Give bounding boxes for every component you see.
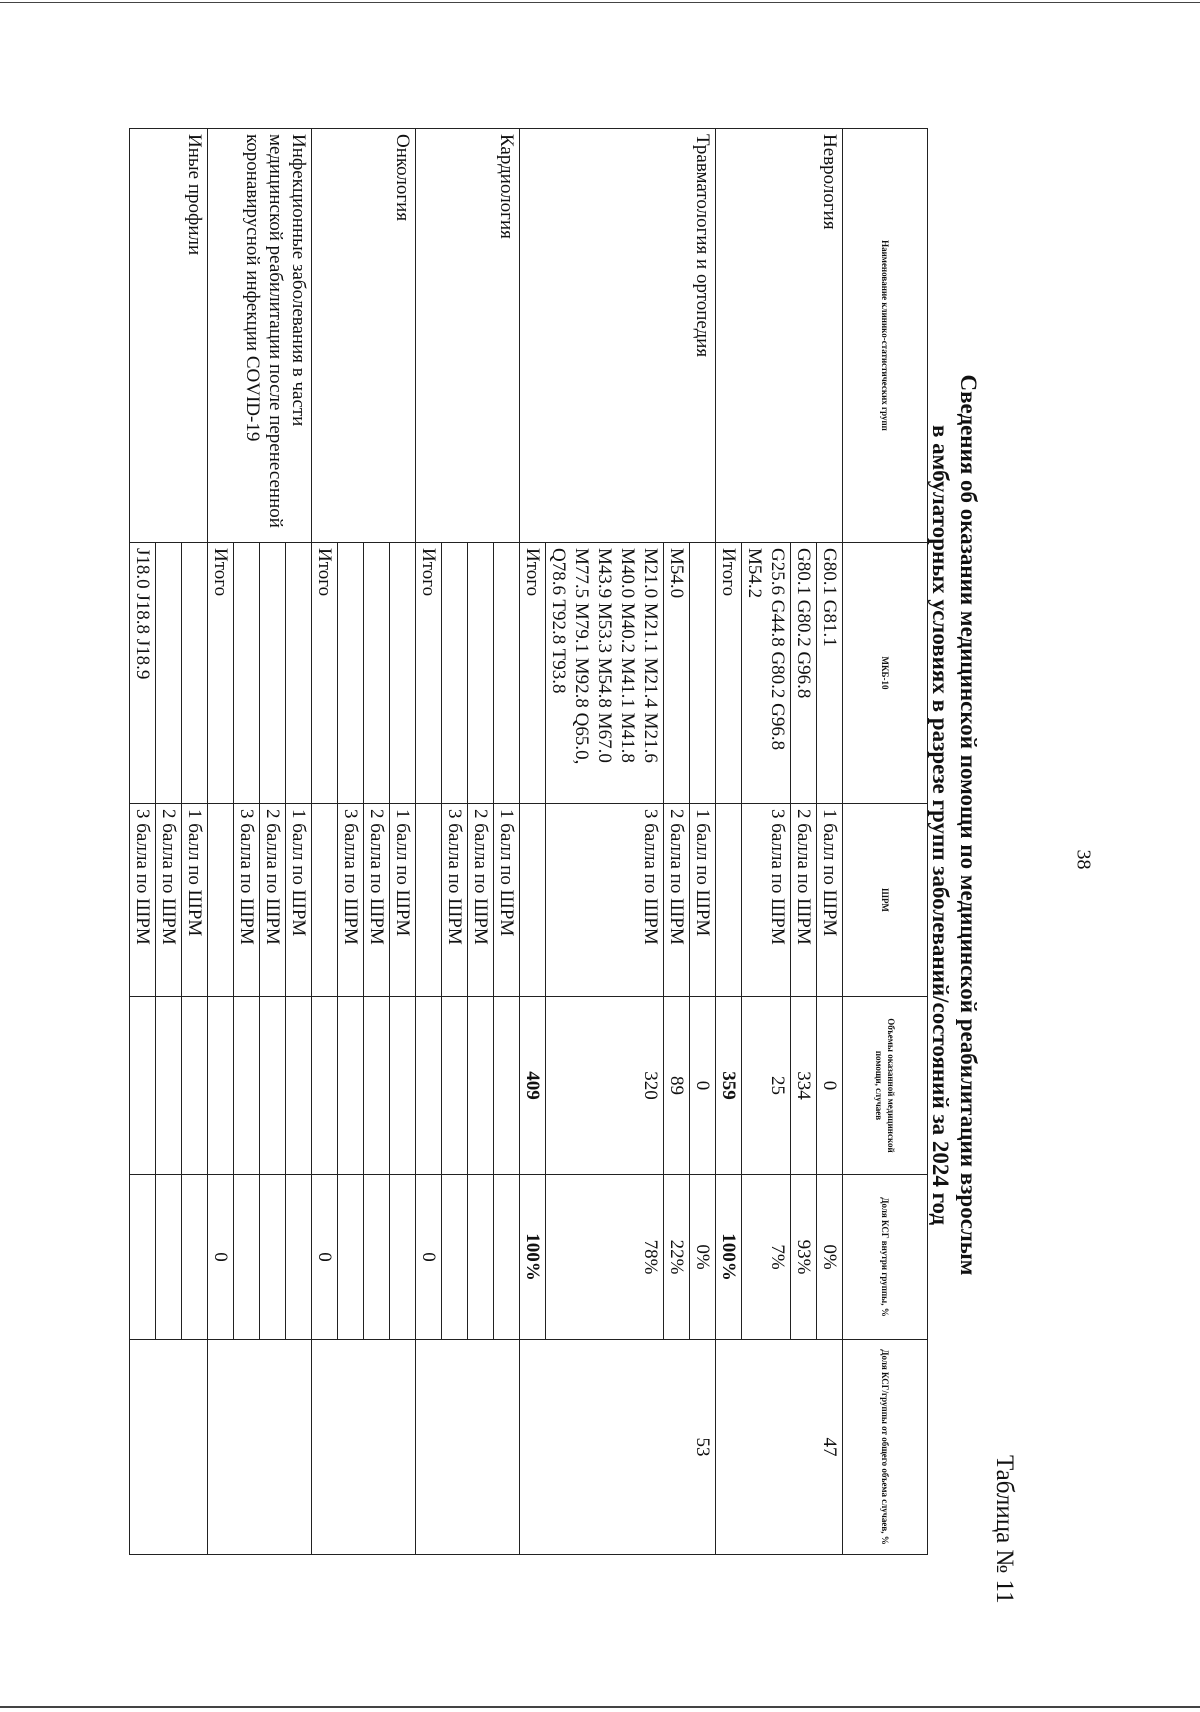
volume-cell bbox=[364, 997, 390, 1175]
volume-cell: 0 bbox=[817, 997, 843, 1175]
total-label: Итого bbox=[416, 543, 442, 804]
share-cell bbox=[442, 1175, 468, 1340]
volume-cell: 89 bbox=[664, 997, 690, 1175]
total-label: Итого bbox=[716, 543, 742, 804]
title-line: в амбулаторных условиях в разрезе групп заболеваний/состояний за 2024 год bbox=[928, 424, 953, 1226]
shrm-level: 3 балла по ШРМ bbox=[234, 804, 260, 997]
group-name: Неврология bbox=[716, 129, 843, 543]
group-name: Кардиология bbox=[416, 129, 520, 543]
shrm-level: 3 балла по ШРМ bbox=[338, 804, 364, 997]
group-name: Травматология и ортопедия bbox=[520, 129, 716, 543]
group-name: Онкология bbox=[312, 129, 416, 543]
mkb-codes bbox=[182, 543, 208, 804]
shrm-level: 2 балла по ШРМ bbox=[260, 804, 286, 997]
shrm-level: 2 балла по ШРМ bbox=[364, 804, 390, 997]
page-number: 38 bbox=[1072, 849, 1095, 870]
mkb-codes bbox=[364, 543, 390, 804]
total-volume bbox=[208, 997, 234, 1175]
volume-cell bbox=[130, 997, 156, 1175]
shrm-level: 3 балла по ШРМ bbox=[742, 804, 791, 997]
share-cell bbox=[130, 1175, 156, 1340]
total-share: 100% bbox=[520, 1175, 546, 1340]
share-total-cell bbox=[416, 1340, 520, 1555]
share-cell bbox=[364, 1175, 390, 1340]
mkb-codes bbox=[260, 543, 286, 804]
table-row bbox=[817, 129, 843, 1555]
document-title bbox=[926, 180, 982, 1470]
mkb-codes bbox=[156, 543, 182, 804]
share-cell bbox=[260, 1175, 286, 1340]
share-total-cell: 53 bbox=[520, 1340, 716, 1555]
total-label: Итого bbox=[312, 543, 338, 804]
table-row bbox=[494, 129, 520, 1555]
header-mkb: МКБ-10 bbox=[843, 543, 928, 804]
share-cell bbox=[156, 1175, 182, 1340]
table-row bbox=[390, 129, 416, 1555]
shrm-level: 2 балла по ШРМ bbox=[468, 804, 494, 997]
mkb-codes bbox=[286, 543, 312, 804]
share-total-cell bbox=[312, 1340, 416, 1555]
shrm-level: 1 балл по ШРМ bbox=[286, 804, 312, 997]
mkb-codes: M54.0 bbox=[664, 543, 690, 804]
share-cell bbox=[494, 1175, 520, 1340]
table-row bbox=[690, 129, 716, 1555]
share-cell bbox=[468, 1175, 494, 1340]
mkb-codes: G80.1 G80.2 G96.8 bbox=[791, 543, 817, 804]
volume-cell bbox=[234, 997, 260, 1175]
volume-cell bbox=[286, 997, 312, 1175]
header-row bbox=[843, 129, 928, 1555]
header-volume: Объемы оказанной медицинской помощи, случаев bbox=[843, 997, 928, 1175]
shrm-level: 1 балл по ШРМ bbox=[494, 804, 520, 997]
shrm-level: 2 балла по ШРМ bbox=[156, 804, 182, 997]
shrm-level: 1 балл по ШРМ bbox=[817, 804, 843, 997]
volume-cell bbox=[182, 997, 208, 1175]
total-volume: 359 bbox=[716, 997, 742, 1175]
share-total-cell: 47 bbox=[716, 1340, 843, 1555]
share-cell bbox=[286, 1175, 312, 1340]
share-cell: 93% bbox=[791, 1175, 817, 1340]
total-share: 0 bbox=[312, 1175, 338, 1340]
mkb-codes: G25.6 G44.8 G80.2 G96.8 M54.2 bbox=[742, 543, 791, 804]
group-name: Иные профили bbox=[130, 129, 208, 543]
shrm-level: 2 балла по ШРМ bbox=[791, 804, 817, 997]
mkb-codes bbox=[338, 543, 364, 804]
mkb-codes bbox=[690, 543, 716, 804]
share-cell bbox=[182, 1175, 208, 1340]
total-volume bbox=[416, 997, 442, 1175]
share-cell: 0% bbox=[817, 1175, 843, 1340]
header-shrm: ШРМ bbox=[843, 804, 928, 997]
mkb-codes: G80.1 G81.1 bbox=[817, 543, 843, 804]
shrm-level: 3 балла по ШРМ bbox=[546, 804, 664, 997]
table-label: Таблица № 11 bbox=[991, 1455, 1018, 1604]
share-cell: 7% bbox=[742, 1175, 791, 1340]
share-total-cell bbox=[130, 1340, 208, 1555]
table-row bbox=[286, 129, 312, 1555]
share-cell bbox=[338, 1175, 364, 1340]
shrm-level: 1 балл по ШРМ bbox=[390, 804, 416, 997]
mkb-codes bbox=[494, 543, 520, 804]
empty-cell bbox=[208, 804, 234, 997]
total-label: Итого bbox=[208, 543, 234, 804]
header-share-total: Доля КСГ/группы от общего объема случаев, % bbox=[843, 1340, 928, 1555]
empty-cell bbox=[716, 804, 742, 997]
title-line: Сведения об оказании медицинской помощи по медицинской реабилитации взрослым bbox=[956, 374, 981, 1276]
header-share-in-group: Доля КСГ внутри группы, % bbox=[843, 1175, 928, 1340]
mkb-codes: M21.0 M21.1 M21.4 M21.6 M40.0 M40.2 M41.1 M41.8 M43.9 M53.3 M54.8 M67.0 M77.5 M79.1 M92.8 Q65.0, Q78.6 T92.8 T93.8 bbox=[546, 543, 664, 804]
share-cell: 22% bbox=[664, 1175, 690, 1340]
share-cell bbox=[234, 1175, 260, 1340]
shrm-level: 1 балл по ШРМ bbox=[690, 804, 716, 997]
table-row bbox=[182, 129, 208, 1555]
volume-cell bbox=[390, 997, 416, 1175]
group-name: Инфекционные заболевания в части медицинской реабилитации после перенесенной коронавирусной инфекции COVID-19 bbox=[208, 129, 312, 543]
total-share: 0 bbox=[208, 1175, 234, 1340]
volume-cell bbox=[442, 997, 468, 1175]
volume-cell: 334 bbox=[791, 997, 817, 1175]
shrm-level: 1 балл по ШРМ bbox=[182, 804, 208, 997]
total-volume bbox=[312, 997, 338, 1175]
mkb-codes bbox=[390, 543, 416, 804]
shrm-level: 3 балла по ШРМ bbox=[130, 804, 156, 997]
empty-cell bbox=[416, 804, 442, 997]
total-label: Итого bbox=[520, 543, 546, 804]
volume-cell bbox=[468, 997, 494, 1175]
volume-cell bbox=[494, 997, 520, 1175]
volume-cell bbox=[338, 997, 364, 1175]
volume-cell: 25 bbox=[742, 997, 791, 1175]
volume-cell bbox=[260, 997, 286, 1175]
empty-cell bbox=[312, 804, 338, 997]
rehab-table bbox=[129, 128, 928, 1555]
shrm-level: 3 балла по ШРМ bbox=[442, 804, 468, 997]
total-volume: 409 bbox=[520, 997, 546, 1175]
mkb-codes bbox=[234, 543, 260, 804]
volume-cell bbox=[156, 997, 182, 1175]
volume-cell: 320 bbox=[546, 997, 664, 1175]
total-share: 0 bbox=[416, 1175, 442, 1340]
empty-cell bbox=[520, 804, 546, 997]
volume-cell: 0 bbox=[690, 997, 716, 1175]
mkb-codes bbox=[442, 543, 468, 804]
share-cell: 78% bbox=[546, 1175, 664, 1340]
share-total-cell bbox=[208, 1340, 312, 1555]
total-share: 100% bbox=[716, 1175, 742, 1340]
share-cell: 0% bbox=[690, 1175, 716, 1340]
shrm-level: 2 балла по ШРМ bbox=[664, 804, 690, 997]
share-cell bbox=[390, 1175, 416, 1340]
mkb-codes bbox=[468, 543, 494, 804]
header-group: Наименование клинико-статистических групп bbox=[843, 129, 928, 543]
mkb-codes: J18.0 J18.8 J18.9 bbox=[130, 543, 156, 804]
